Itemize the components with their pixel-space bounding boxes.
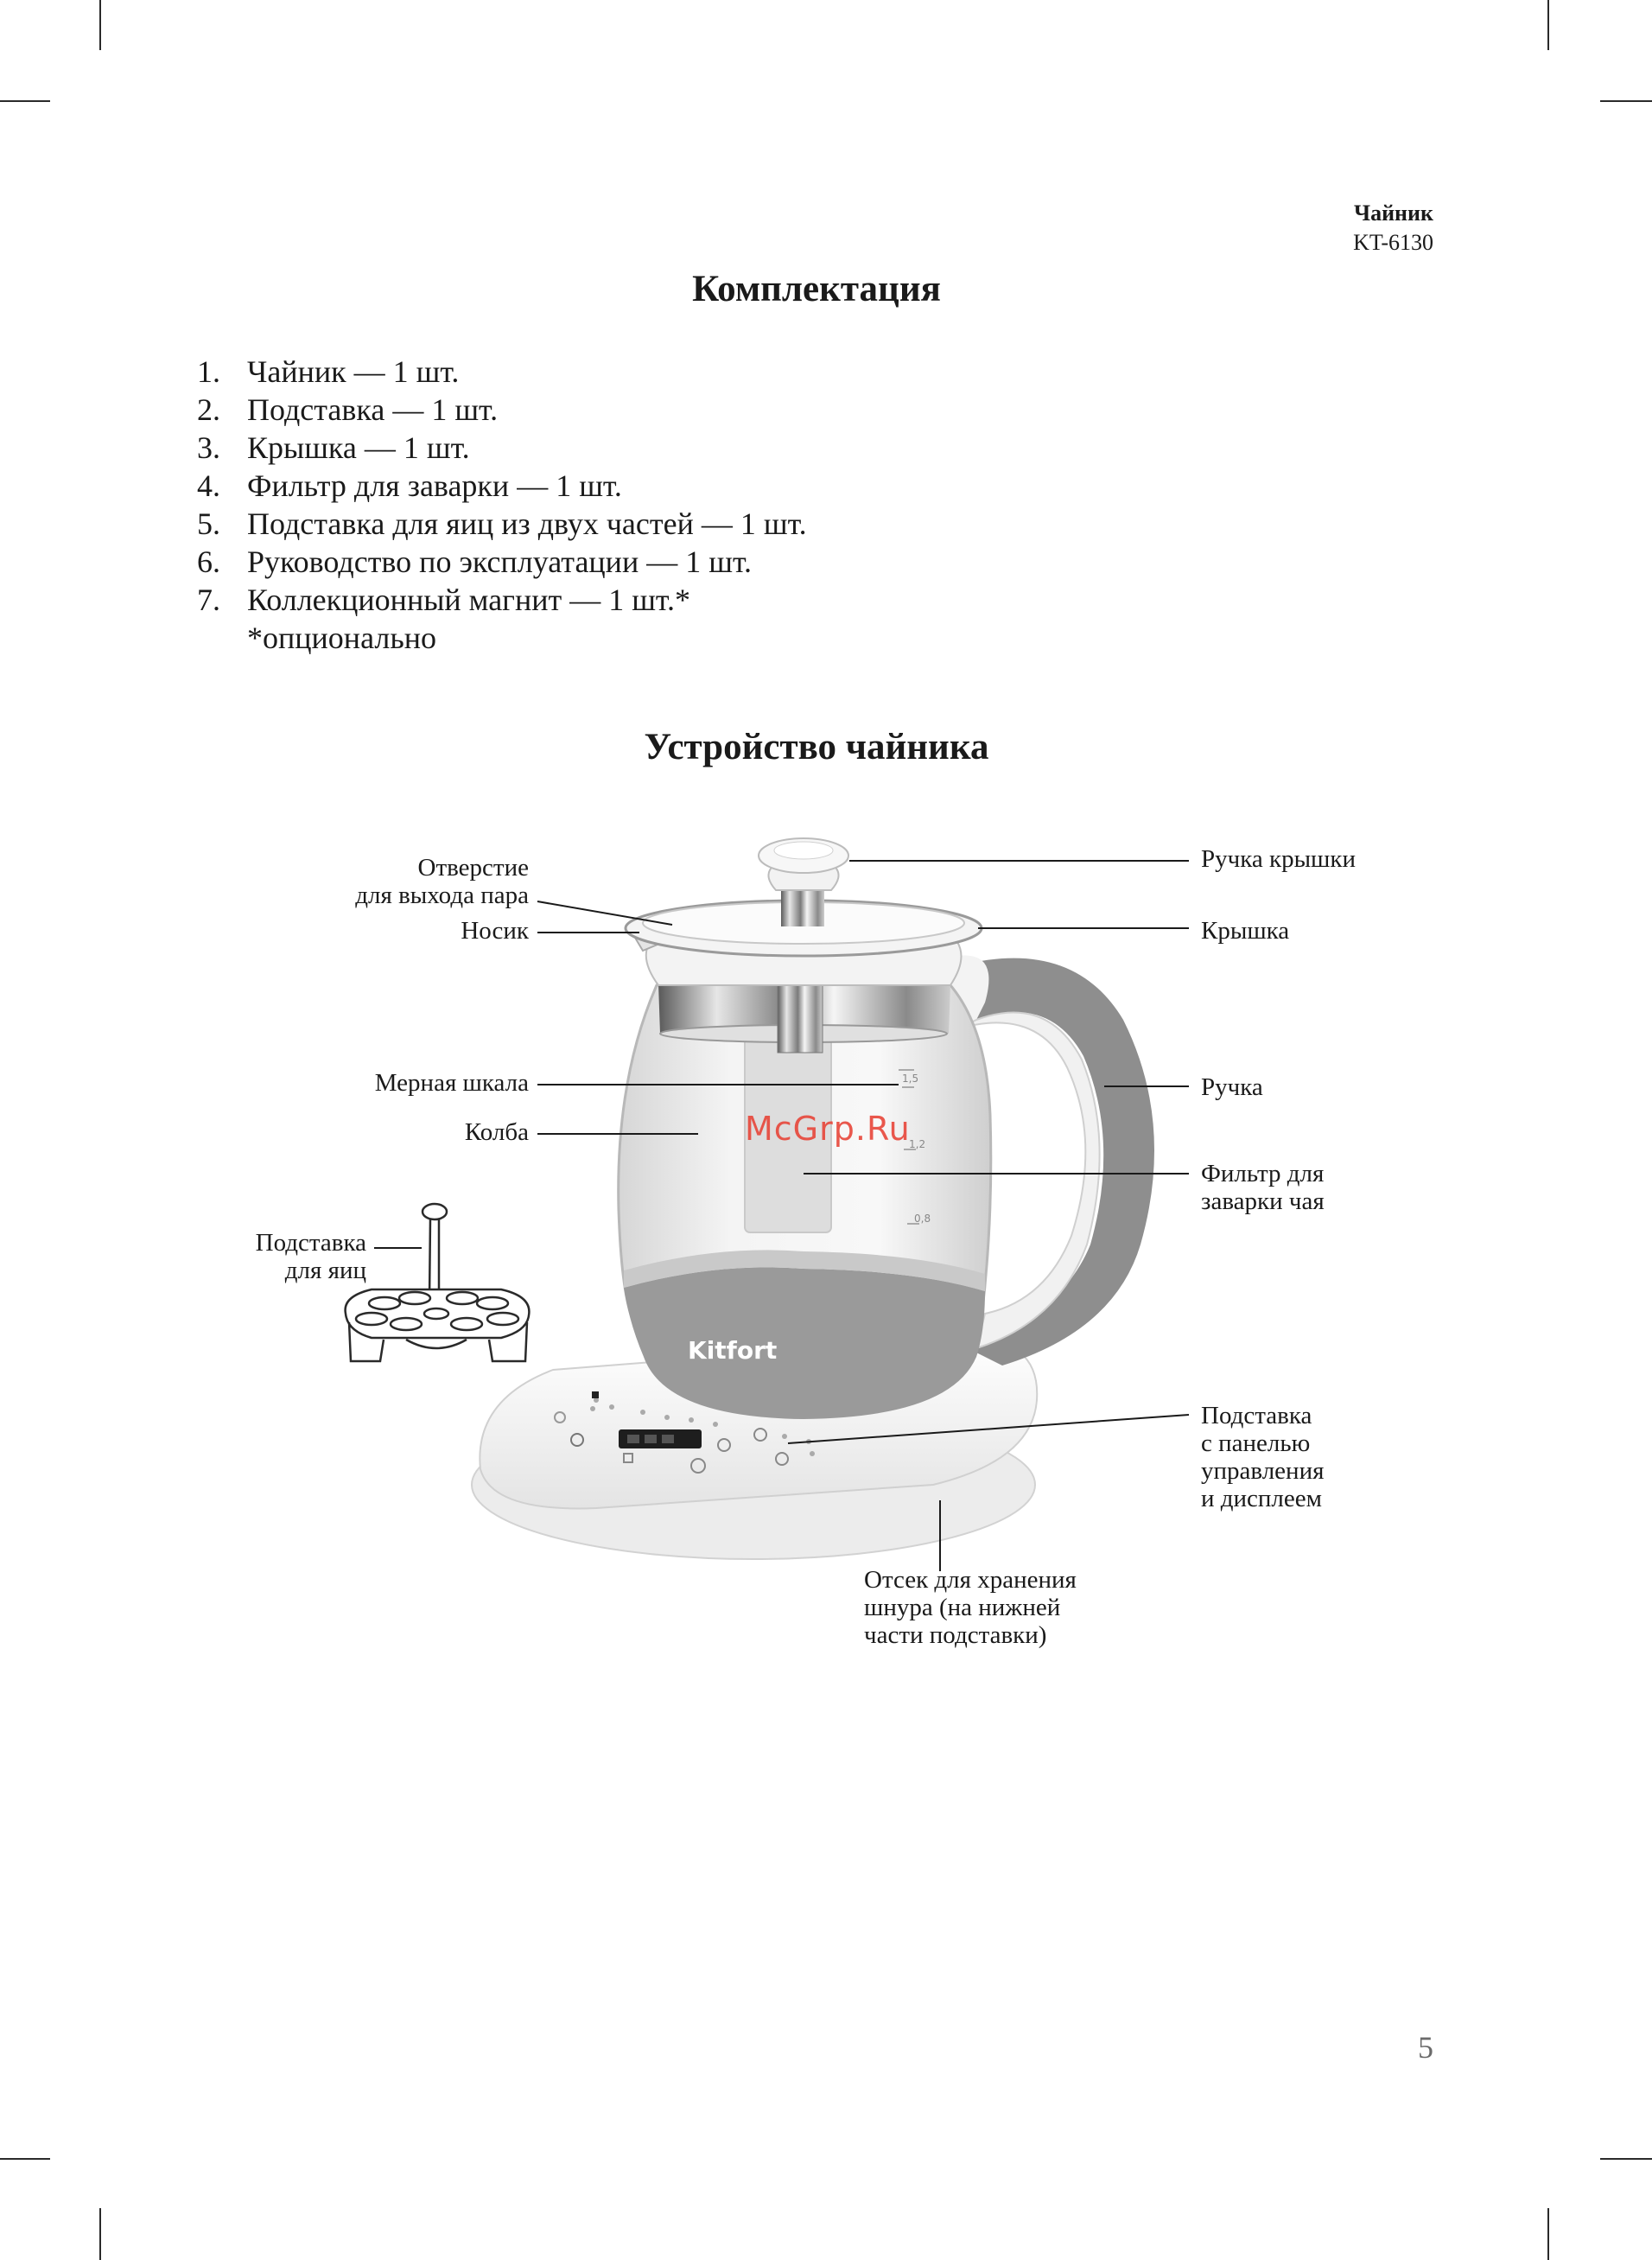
- list-item-number: 3.: [197, 430, 220, 465]
- list-item-text: Крышка — 1 шт.: [247, 430, 470, 465]
- list-item-text: Подставка — 1 шт.: [247, 392, 499, 427]
- watermark: McGrp.Ru: [745, 1110, 911, 1148]
- label-cord-storage: Отсек для хранения шнура (на нижней части подставки): [864, 1566, 1077, 1649]
- contents-title: Комплектация: [692, 269, 941, 309]
- label-lid: Крышка: [1201, 917, 1290, 945]
- list-item-text: Руководство по эксплуатации — 1 шт.: [247, 544, 752, 579]
- label-lid-handle: Ручка крышки: [1201, 845, 1356, 873]
- list-item-number: 6.: [197, 544, 220, 579]
- label-base: Подставка с панелью управления и дисплеем: [1201, 1402, 1325, 1512]
- label-flask: Колба: [464, 1118, 529, 1146]
- brand-logo: Kitfort: [688, 1336, 778, 1365]
- list-item-number: 7.: [197, 583, 220, 617]
- label-egg-stand: Подставка для яиц: [255, 1229, 366, 1284]
- list-item-text: Чайник — 1 шт.: [247, 354, 460, 389]
- scale-mark: 1,5: [902, 1073, 919, 1085]
- contents-footnote: *опционально: [247, 621, 437, 655]
- list-item-text: Фильтр для заварки — 1 шт.: [247, 468, 622, 503]
- label-handle: Ручка: [1201, 1073, 1263, 1101]
- list-item-number: 4.: [197, 468, 220, 503]
- label-spout: Носик: [461, 917, 529, 945]
- device-title: Устройство чайника: [644, 727, 989, 767]
- lid-knob: [759, 838, 848, 890]
- list-item-number: 2.: [197, 392, 220, 427]
- header-model: KT-6130: [1353, 230, 1433, 255]
- list-item-text: Коллекционный магнит — 1 шт.*: [247, 583, 690, 617]
- header-product: Чайник: [1353, 201, 1433, 226]
- scale-mark: 1,2: [909, 1138, 926, 1150]
- egg-stand-drawing: [346, 1204, 530, 1361]
- label-scale: Мерная шкала: [374, 1069, 529, 1097]
- scale-mark: 0,8: [914, 1213, 931, 1225]
- label-filter: Фильтр для заварки чая: [1201, 1160, 1325, 1215]
- list-item-number: 5.: [197, 506, 220, 541]
- list-item-text: Подставка для яиц из двух частей — 1 шт.: [247, 506, 807, 541]
- page-number: 5: [1418, 2030, 1433, 2065]
- kettle-lid: [626, 890, 982, 956]
- list-item-number: 1.: [197, 354, 220, 389]
- label-steam-hole: Отверстие для выхода пара: [355, 854, 529, 909]
